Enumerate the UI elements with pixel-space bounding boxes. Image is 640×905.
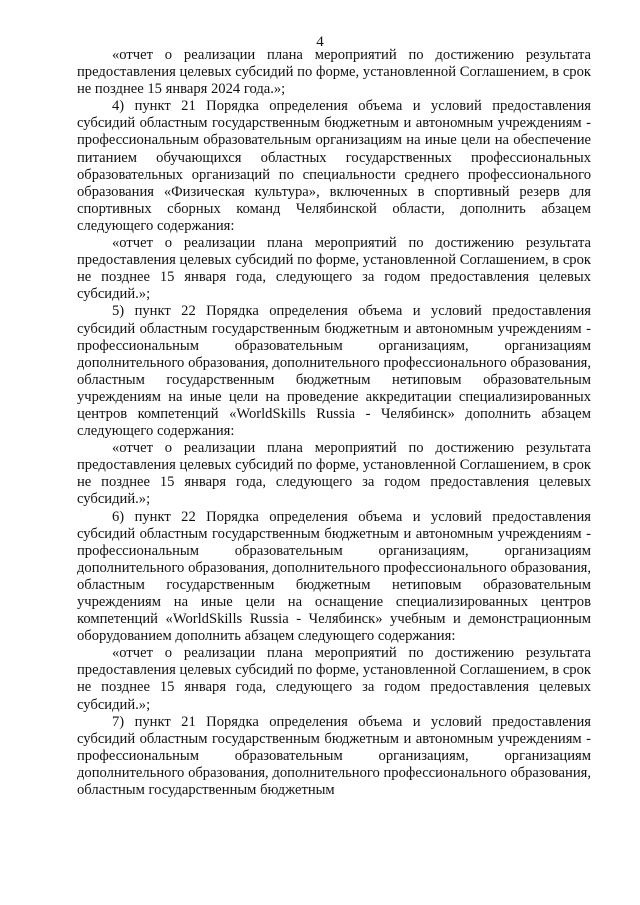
paragraph-5: «отчет о реализации плана мероприятий по достижению результата предоставления целевых субсидий по форме, установленной Соглашением, в срок не позднее 15 января года, следующего за годом предоставления целевых субсидий.»; — [77, 440, 591, 508]
paragraph-2: 4) пункт 21 Порядка определения объема и условий предоставления субсидий областным государственным бюджетным и автономным учреждениям - профессиональным образовательным организациям на иные цели на обеспечение питанием обучающихся областных государственных профессиональных образовательных организаций по специальности среднего профессионального образования «Физическая культура», включенных в спортивный резерв для спортивных сборных команд Челябинской области, дополнить абзацем следующего содержания: — [77, 98, 591, 234]
paragraph-4: 5) пункт 22 Порядка определения объема и условий предоставления субсидий областным государственным бюджетным и автономным учреждениям - профессиональным образовательным организациям, организациям дополнительного образования, дополнительного профессионального образования, областным государственным бюджетным нетиповым образовательным учреждениям на иные цели на проведение аккредитации специализированных центров компетенций «WorldSkills Russia - Челябинск» дополнить абзацем следующего содержания: — [77, 303, 591, 440]
paragraph-7: «отчет о реализации плана мероприятий по достижению результата предоставления целевых субсидий по форме, установленной Соглашением, в срок не позднее 15 января года, следующего за годом предоставления целевых субсидий.»; — [77, 645, 591, 713]
paragraph-3: «отчет о реализации плана мероприятий по достижению результата предоставления целевых субсидий по форме, установленной Соглашением, в срок не позднее 15 января года, следующего за годом предоставления целевых субсидий.»; — [77, 235, 591, 303]
paragraph-6: 6) пункт 22 Порядка определения объема и условий предоставления субсидий областным государственным бюджетным и автономным учреждениям - профессиональным образовательным организациям, организациям дополнительного образования, дополнительного профессионального образования, областным государственным бюджетным нетиповым образовательным учреждениям на иные цели на оснащение специализированных центров компетенций «WorldSkills Russia - Челябинск» учебным и демонстрационным оборудованием дополнить абзацем следующего содержания: — [77, 508, 591, 645]
paragraph-8: 7) пункт 21 Порядка определения объема и условий предоставления субсидий областным государственным бюджетным и автономным учреждениям - профессиональным образовательным организациям, организациям дополнительного образования, дополнительного профессионального образования, областным государственным бюджетным — [77, 713, 591, 799]
page-number: 4 — [316, 34, 324, 50]
paragraph-1: «отчет о реализации плана мероприятий по достижению результата предоставления целевых субсидий по форме, установленной Соглашением, в срок не позднее 15 января 2024 года.»; — [77, 47, 591, 98]
document-body — [77, 47, 591, 799]
